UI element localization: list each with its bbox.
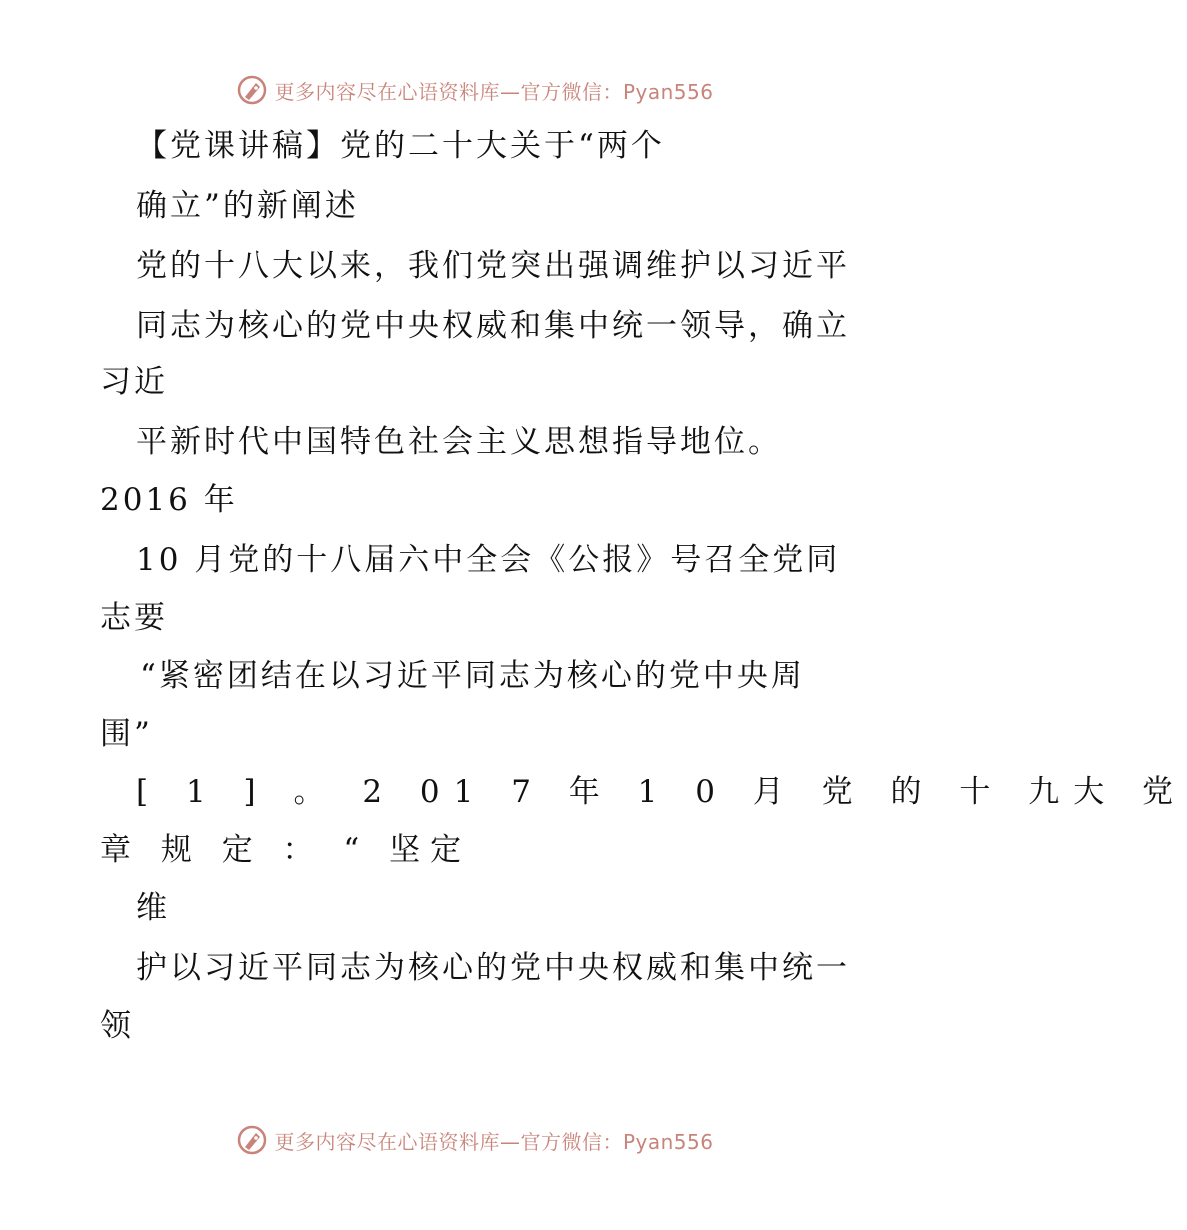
top-banner	[0, 72, 950, 108]
paragraph-line: 维	[136, 890, 170, 926]
document-title-line-1: 【党课讲稿】党的二十大关于“两个	[136, 128, 665, 164]
bottom-banner	[0, 1122, 950, 1158]
paragraph-line: 志要	[100, 600, 168, 636]
paragraph-line: 领	[100, 1008, 134, 1044]
paragraph-line: 章 规 定 ： “ 坚定	[100, 832, 472, 868]
paragraph-line: [ 1 ] 。 2 01 7 年 1 0 月 党 的 十 九大 党	[136, 774, 1187, 810]
paragraph-line: “紧密团结在以习近平同志为核心的党中央周	[140, 658, 805, 694]
paragraph-line: 围”	[100, 716, 153, 752]
pen-nib-logo-icon	[236, 1124, 268, 1156]
paragraph-line: 2016 年	[100, 482, 238, 518]
pen-nib-logo-icon	[236, 74, 268, 106]
paragraph-line: 习近	[100, 364, 168, 400]
paragraph-line: 护以习近平同志为核心的党中央权威和集中统一	[136, 950, 850, 986]
banner-text: 更多内容尽在心语资料库—官方微信：Pyan556	[274, 79, 714, 104]
paragraph-line: 党的十八大以来，我们党突出强调维护以习近平	[136, 248, 850, 284]
banner-text: 更多内容尽在心语资料库—官方微信：Pyan556	[274, 1129, 714, 1154]
document-title-line-2: 确立”的新阐述	[136, 188, 359, 224]
paragraph-line: 同志为核心的党中央权威和集中统一领导，确立	[136, 308, 850, 344]
paragraph-line: 平新时代中国特色社会主义思想指导地位。	[136, 424, 782, 460]
paragraph-line: 10 月党的十八届六中全会《公报》号召全党同	[136, 542, 841, 578]
